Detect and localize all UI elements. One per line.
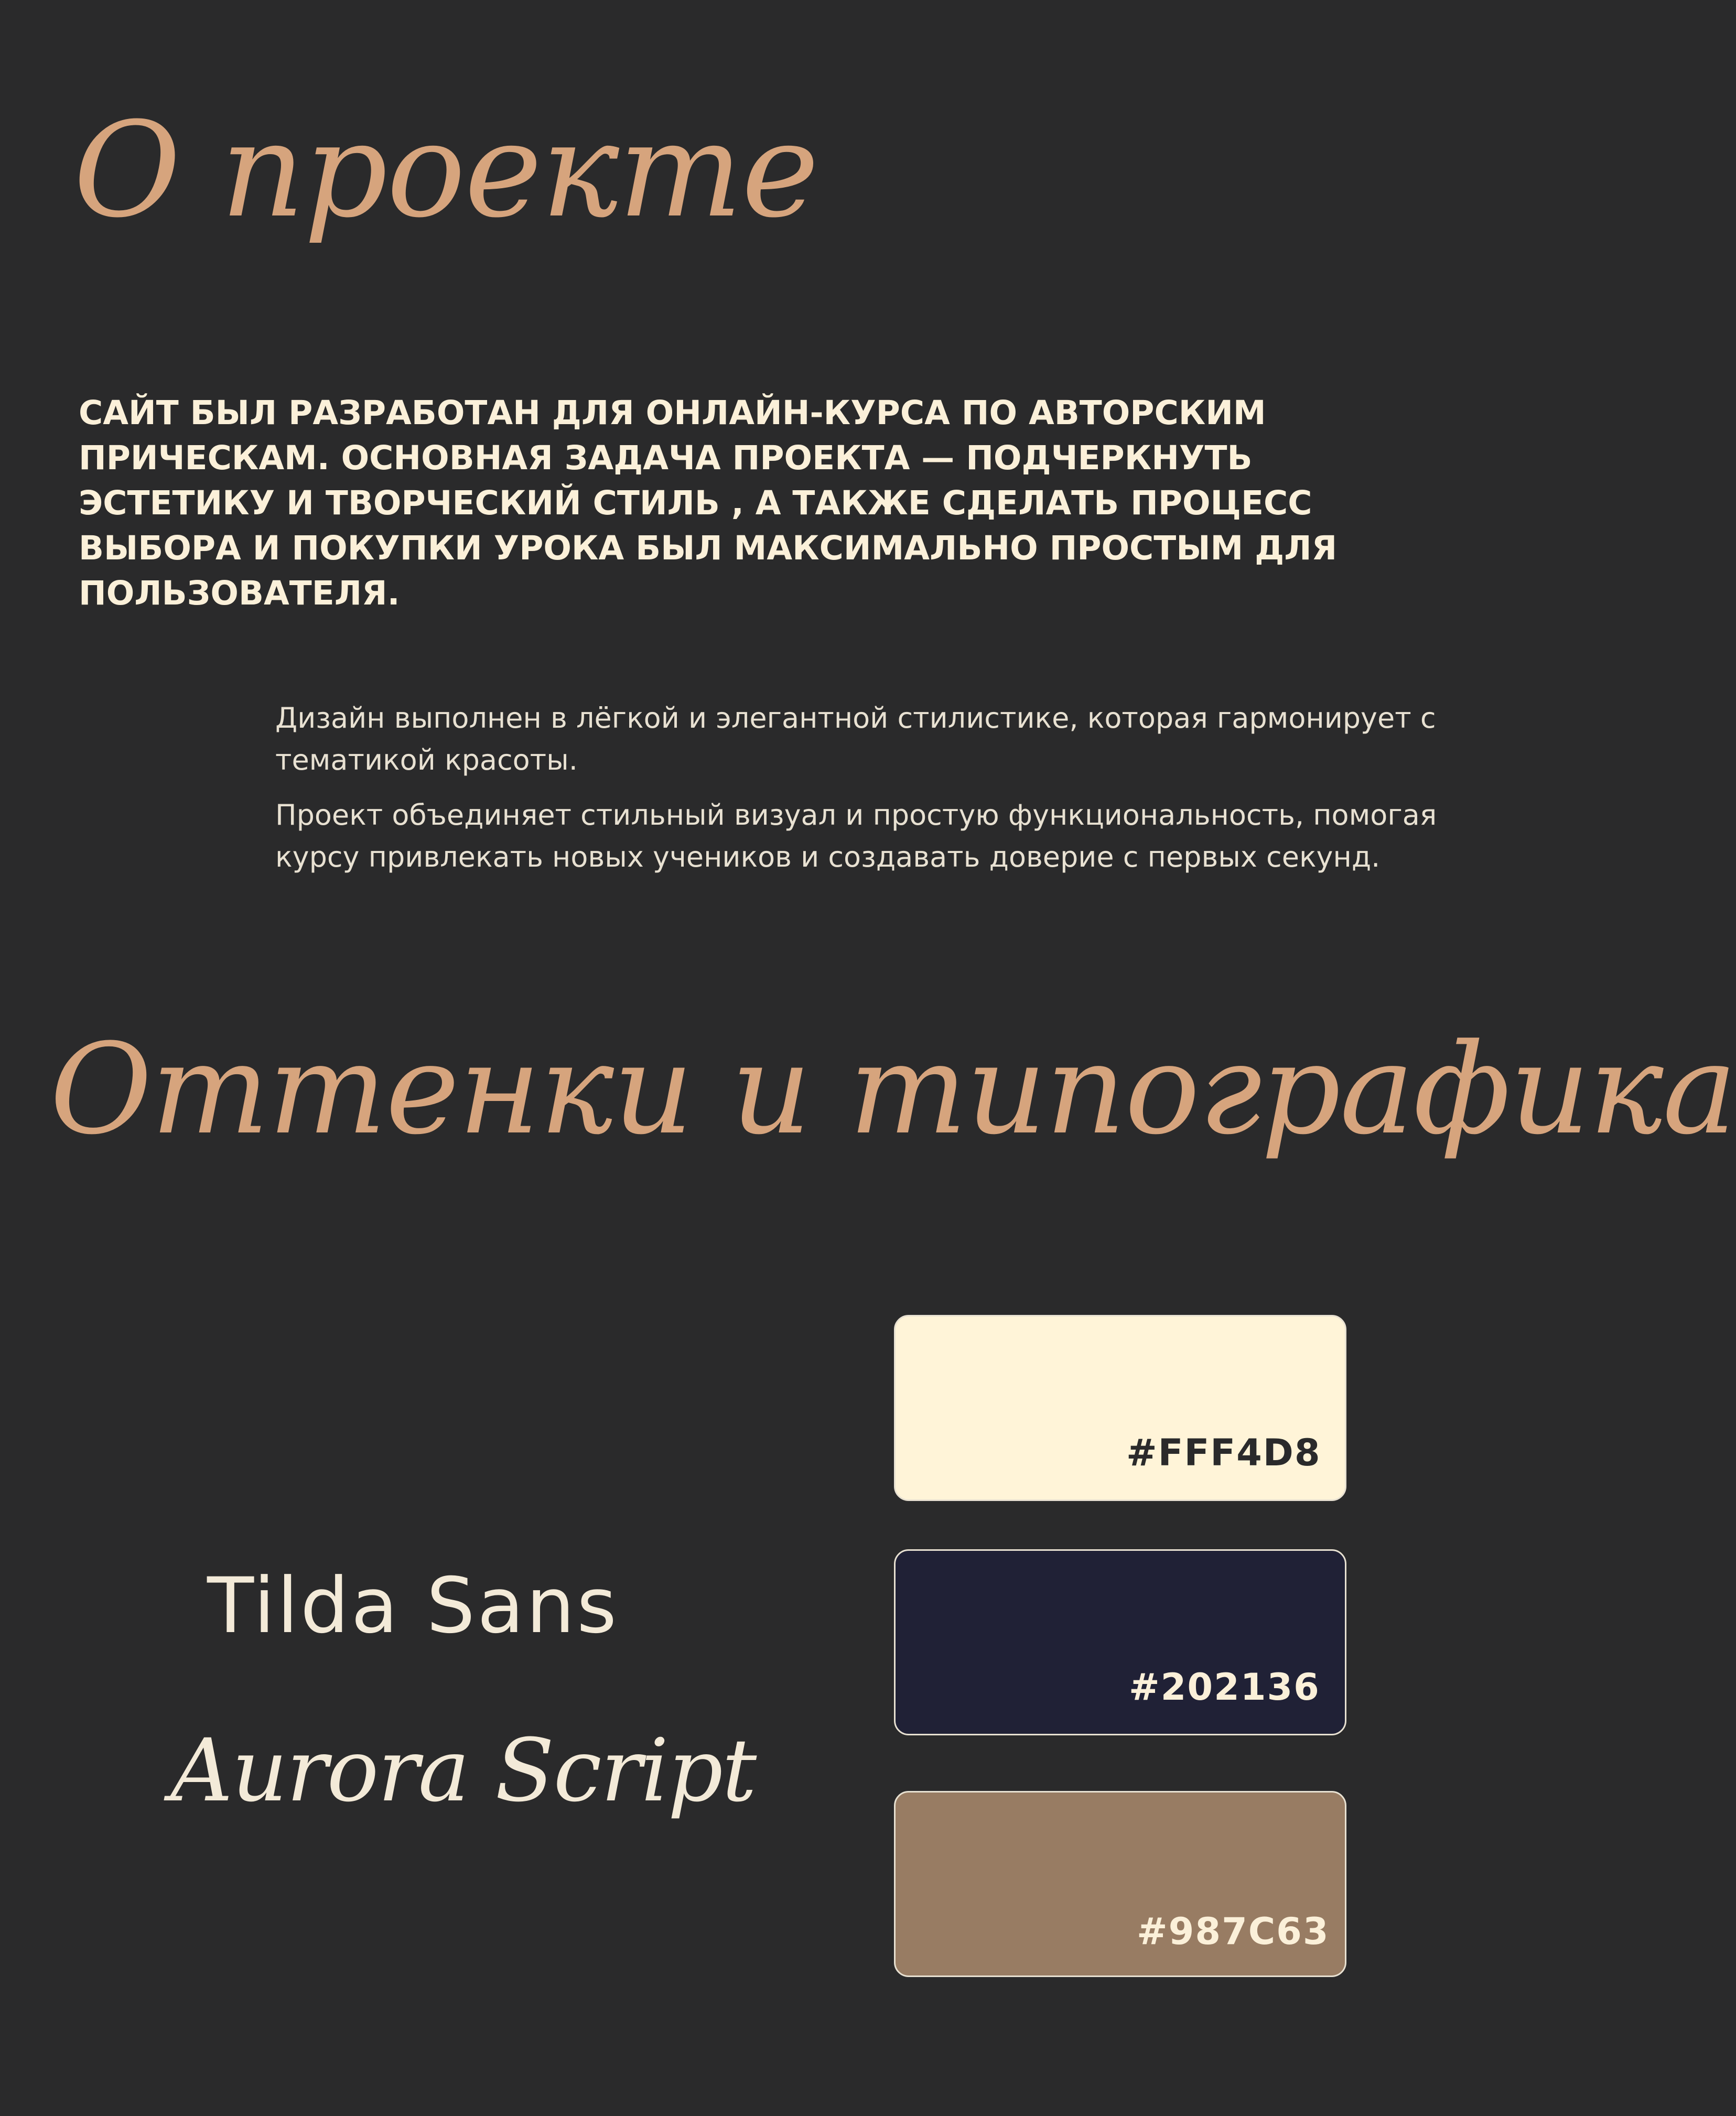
swatch-hex-label: #202136 (1129, 1666, 1320, 1709)
swatch-hex-label: #FFF4D8 (1126, 1431, 1321, 1474)
font-sample-script: Aurora Script (170, 1720, 756, 1821)
color-swatch-cream (894, 1315, 1346, 1501)
about-paragraph-1: Дизайн выполнен в лёгкой и элегантной стилистике, которая гармонирует с тематикой красоты. (275, 701, 1436, 776)
color-swatch-taupe (894, 1791, 1346, 1977)
about-paragraph-2: Проект объединяет стильный визуал и простую функциональность, помогая курсу привлекать новых учеников и создавать доверие с первых секунд. (275, 798, 1437, 873)
shades-typography-title: Оттенки и типографика (50, 1017, 1736, 1162)
font-sample-sans: Tilda Sans (207, 1561, 619, 1650)
about-title: О проекте (73, 94, 818, 246)
swatch-hex-label: #987C63 (1137, 1910, 1330, 1953)
about-lead-text: САЙТ БЫЛ РАЗРАБОТАН ДЛЯ ОНЛАЙН-КУРСА ПО АВТОРСКИМ ПРИЧЕСКАМ. ОСНОВНАЯ ЗАДАЧА ПРОЕКТА — ПОДЧЕРКНУТЬ ЭСТЕТИКУ И ТВОРЧЕСКИЙ СТИЛЬ , А ТАКЖЕ СДЕЛАТЬ ПРОЦЕСС ВЫБОРА И ПОКУПКИ УРОКА БЫЛ МАКСИМАЛЬНО ПРОСТЫМ ДЛЯ ПОЛЬЗОВАТЕЛЯ. (79, 394, 1338, 612)
color-swatch-navy (894, 1549, 1346, 1735)
